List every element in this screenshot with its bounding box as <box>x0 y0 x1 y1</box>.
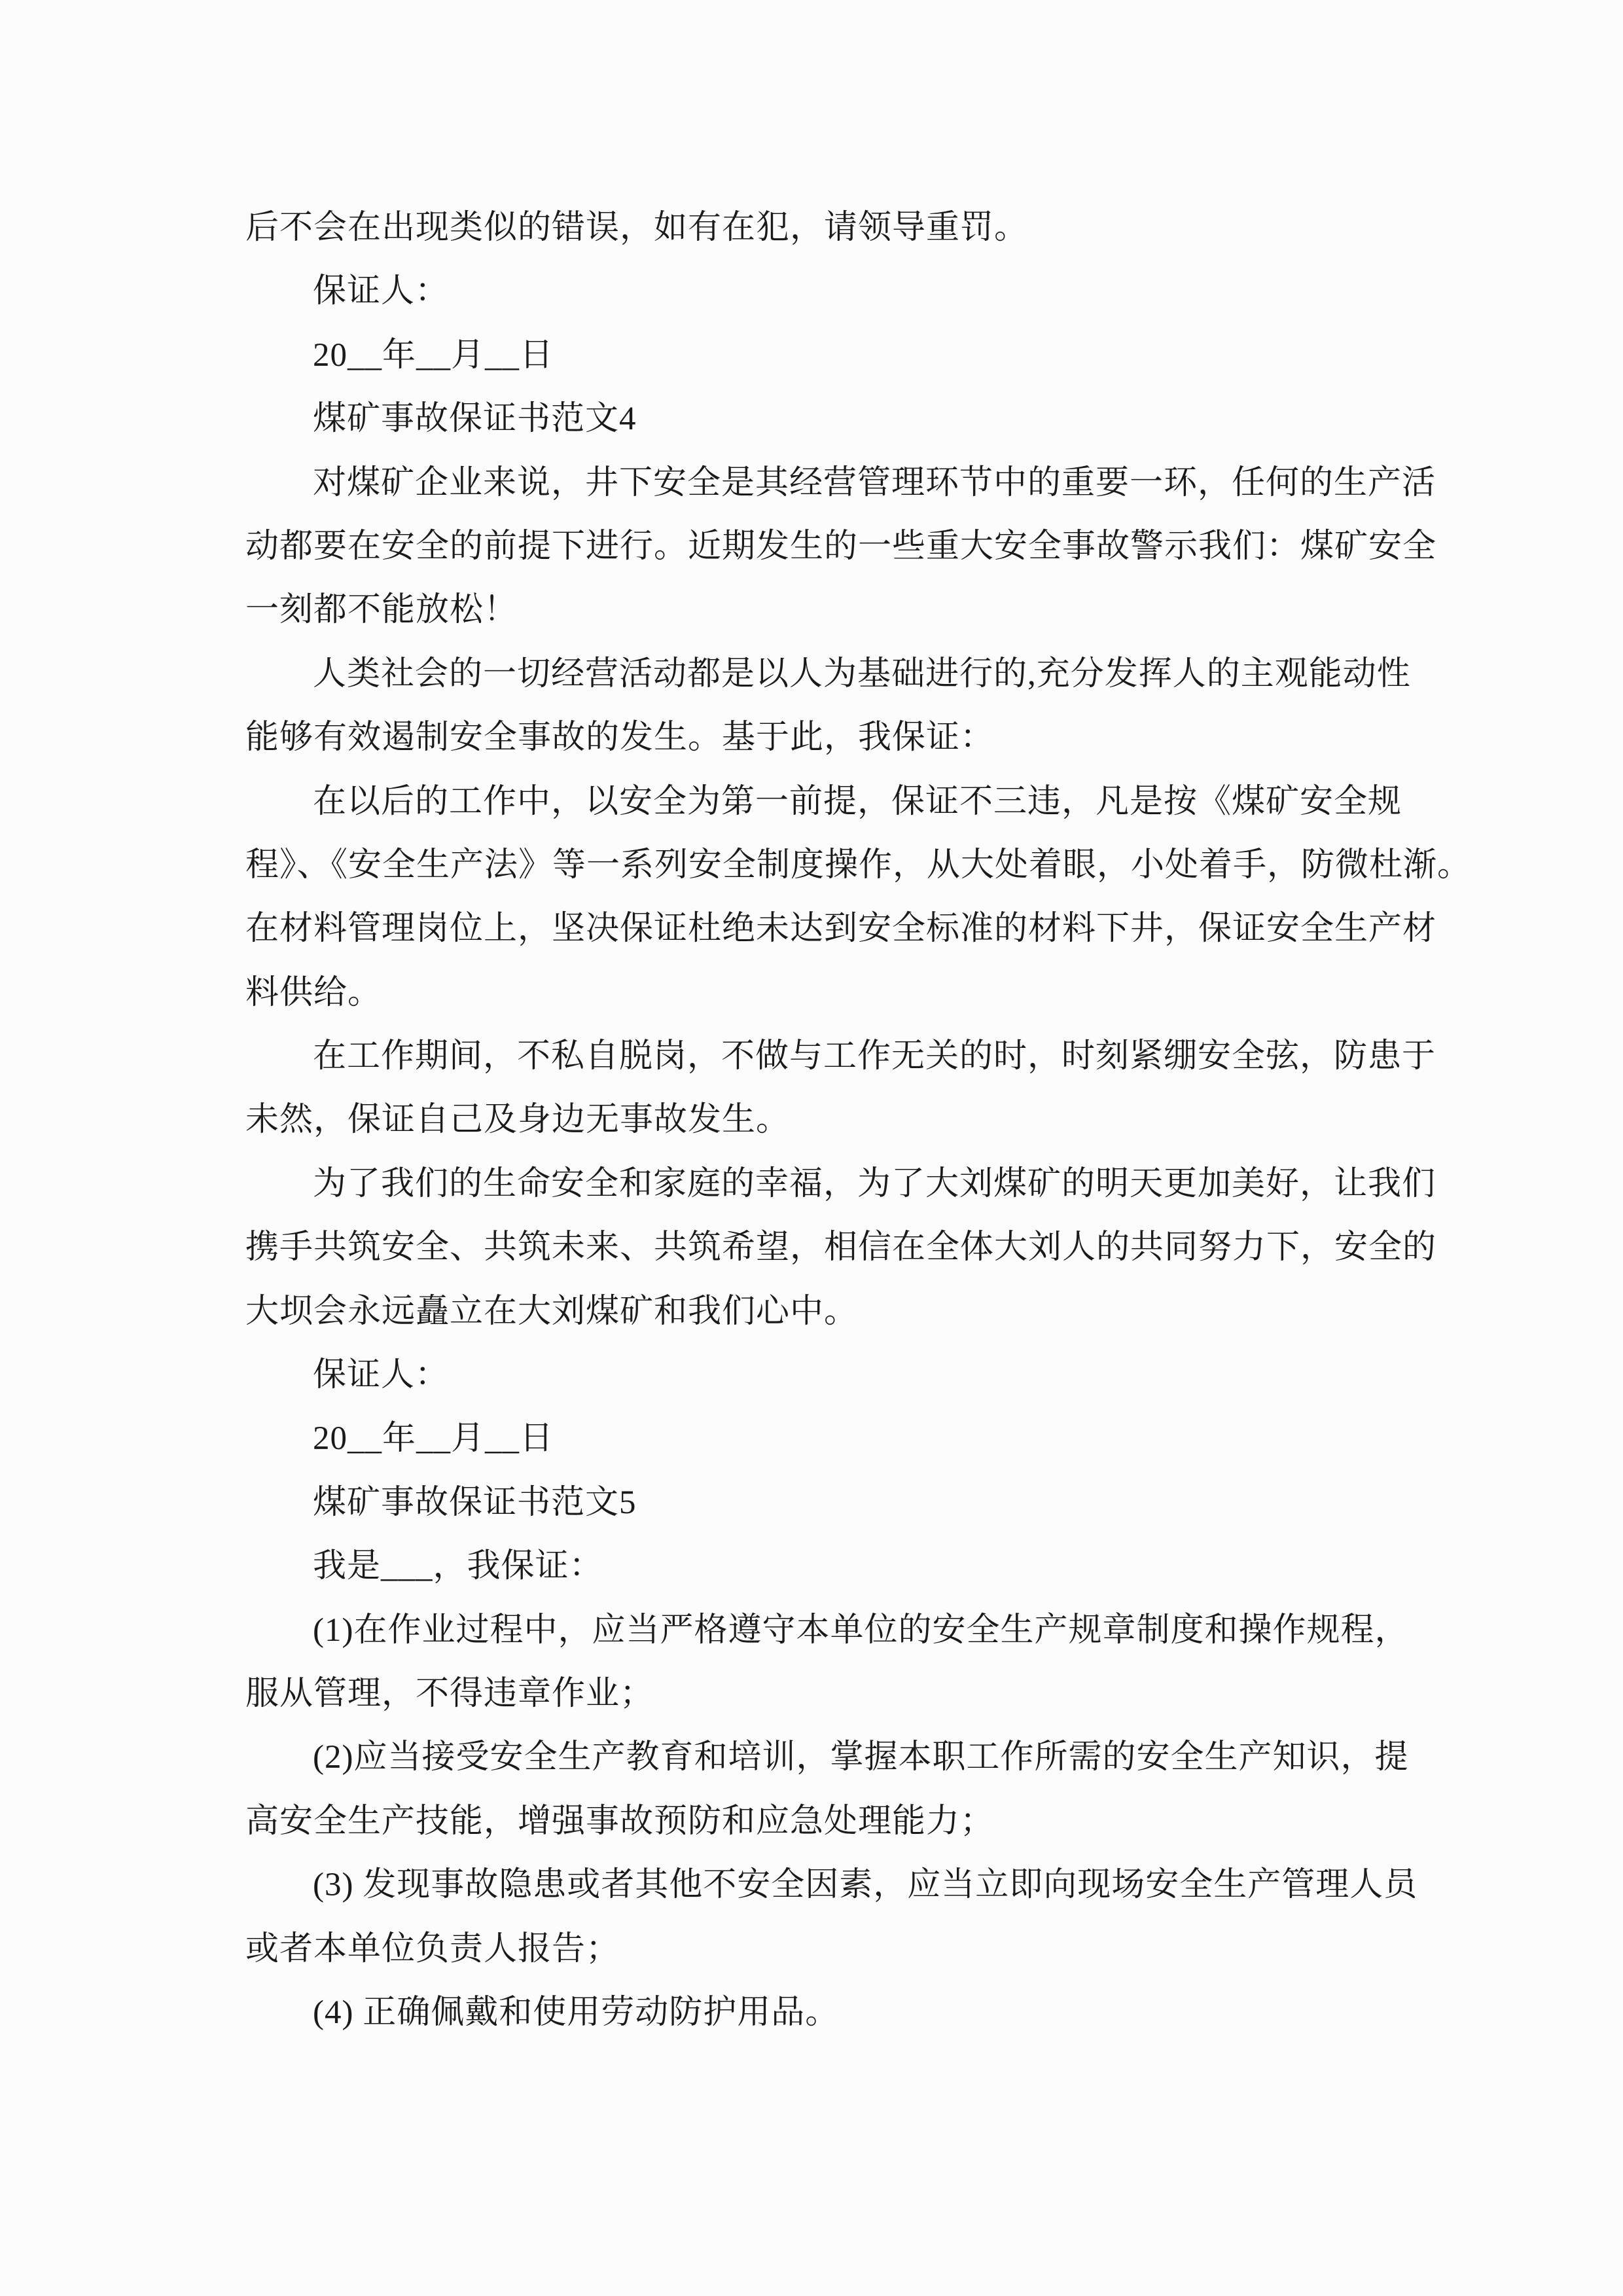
text-line: 20__年__月__日 <box>313 1420 554 1458</box>
document-body <box>245 196 1472 2045</box>
text-line: 在材料管理岗位上，坚决保证杜绝未达到安全标准的材料下井，保证安全生产材 <box>245 910 1437 948</box>
text-line: 料供给。 <box>245 974 382 1011</box>
text-line: 保证人： <box>313 1357 450 1394</box>
text-line: (2)应当接受安全生产教育和培训，掌握本职工作所需的安全生产知识，提 <box>313 1739 1409 1776</box>
text-line: 高安全生产技能，增强事故预防和应急处理能力； <box>245 1803 995 1840</box>
text-line: (1)在作业过程中，应当严格遵守本单位的安全生产规章制度和操作规程， <box>313 1611 1409 1649</box>
text-line: (3) 发现事故隐患或者其他不安全因素，应当立即向现场安全生产管理人员 <box>313 1867 1418 1904</box>
text-line: 动都要在安全的前提下进行。近期发生的一些重大安全事故警示我们：煤矿安全 <box>245 528 1437 565</box>
text-line: (4) 正确佩戴和使用劳动防护用品。 <box>313 1994 840 2031</box>
text-line: 或者本单位负责人报告； <box>245 1930 620 1967</box>
text-line: 在工作期间，不私自脱岗，不做与工作无关的时，时刻紧绷安全弦，防患于 <box>313 1038 1436 1075</box>
text-line: 煤矿事故保证书范文5 <box>313 1484 637 1521</box>
text-line: 为了我们的生命安全和家庭的幸福，为了大刘煤矿的明天更加美好，让我们 <box>313 1165 1436 1202</box>
text-line: 对煤矿企业来说，井下安全是其经营管理环节中的重要一环，任何的生产活 <box>313 464 1436 501</box>
text-line: 人类社会的一切经营活动都是以人为基础进行的,充分发挥人的主观能动性 <box>313 655 1411 692</box>
text-line: 煤矿事故保证书范文4 <box>313 401 637 438</box>
text-line: 保证人： <box>313 273 450 310</box>
text-line: 20__年__月__日 <box>313 336 554 374</box>
text-line: 一刻都不能放松！ <box>245 592 518 629</box>
text-line: 大坝会永远矗立在大刘煤矿和我们心中。 <box>245 1293 859 1330</box>
text-line: 我是___，我保证： <box>313 1548 603 1585</box>
text-line: 服从管理，不得违章作业； <box>245 1675 654 1712</box>
text-line: 未然，保证自己及身边无事故发生。 <box>245 1102 791 1139</box>
text-line: 程》、《安全生产法》等一系列安全制度操作，从大处着眼，小处着手，防微杜渐。 <box>245 846 1472 884</box>
text-line: 能够有效遏制安全事故的发生。基于此，我保证： <box>245 719 995 757</box>
text-line: 后不会在出现类似的错误，如有在犯，请领导重罚。 <box>245 209 1029 246</box>
text-line: 携手共筑安全、共筑未来、共筑希望，相信在全体大刘人的共同努力下，安全的 <box>245 1229 1437 1266</box>
text-line: 在以后的工作中，以安全为第一前提，保证不三违，凡是按《煤矿安全规 <box>313 783 1402 820</box>
